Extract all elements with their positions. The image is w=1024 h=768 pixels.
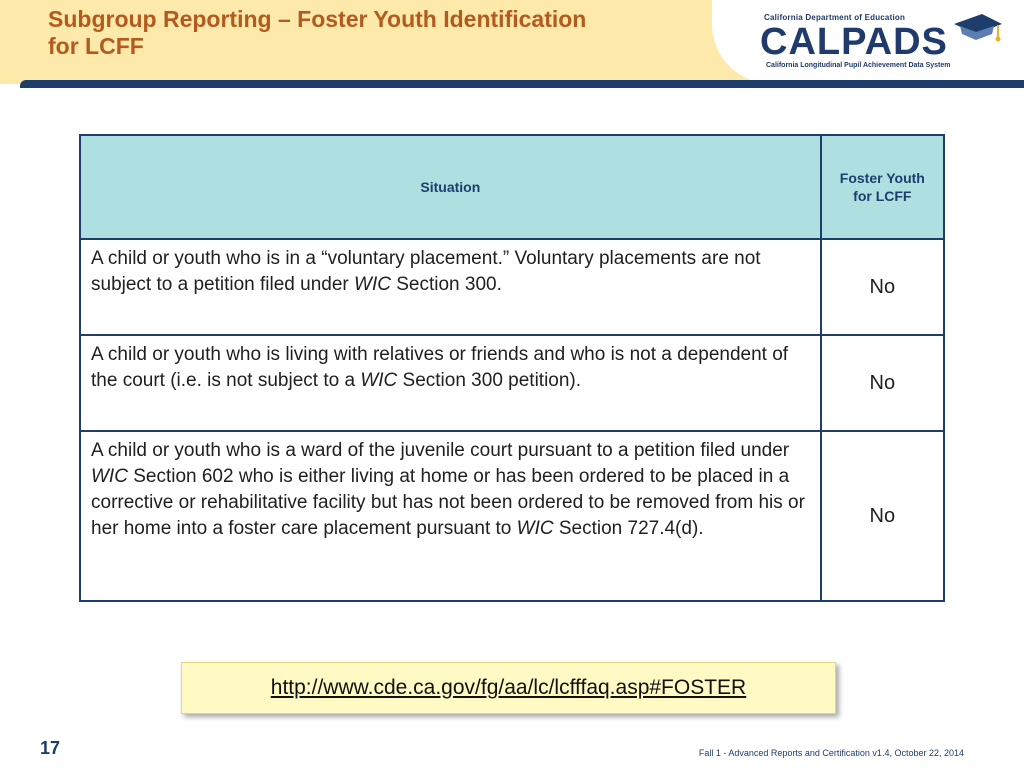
situation-text: Section 300 petition). bbox=[397, 370, 582, 391]
situation-text: Section 727.4(d). bbox=[553, 518, 704, 539]
faq-link-box bbox=[181, 662, 836, 714]
situation-text: A child or youth who is in a “voluntary placement.” Voluntary placements are not subject to a petition filed under bbox=[91, 248, 761, 295]
situation-cell bbox=[80, 335, 821, 431]
wic-term: WIC bbox=[91, 466, 128, 487]
logo-subtitle: California Longitudinal Pupil Achievement Data System bbox=[766, 62, 951, 69]
foster-youth-table bbox=[79, 134, 945, 602]
page-title bbox=[48, 6, 708, 60]
faq-link[interactable]: http://www.cde.ca.gov/fg/aa/lc/lcfffaq.asp#FOSTER bbox=[270, 676, 747, 699]
column-header-situation: Situation bbox=[80, 135, 821, 239]
page-title-line2: for LCFF bbox=[48, 33, 144, 59]
graduation-cap-icon bbox=[952, 12, 1004, 46]
situation-text: Section 300. bbox=[390, 274, 502, 295]
logo-department: California Department of Education bbox=[764, 13, 906, 22]
situation-text: A child or youth who is a ward of the juvenile court pursuant to a petition filed under bbox=[91, 440, 790, 461]
column-header-foster-line2: for LCFF bbox=[853, 188, 912, 204]
wic-term: WIC bbox=[354, 274, 391, 295]
wic-term: WIC bbox=[360, 370, 398, 391]
column-header-foster-youth bbox=[821, 135, 944, 239]
answer-cell: No bbox=[821, 335, 944, 431]
footer-note: Fall 1 - Advanced Reports and Certification v1.4, October 22, 2014 bbox=[698, 748, 964, 758]
situation-text: Section 602 who is either living at home or has been ordered to be placed in a corrective or rehabilitative facility but has not been ordered to be removed from his or her home into a foster care placement pursuant to bbox=[91, 466, 805, 539]
table-header-row bbox=[80, 135, 944, 239]
situation-text: A child or youth who is living with relatives or friends and who is not a dependent of the court (i.e. is not subject to a bbox=[91, 344, 789, 391]
answer-cell: No bbox=[821, 431, 944, 601]
answer-cell: No bbox=[821, 239, 944, 335]
page-number: 17 bbox=[40, 738, 61, 758]
situation-cell bbox=[80, 239, 821, 335]
logo-name: CALPADS bbox=[760, 21, 948, 63]
header-divider bbox=[20, 80, 1024, 88]
page-title-line1: Subgroup Reporting – Foster Youth Identification bbox=[48, 6, 587, 32]
column-header-foster-line1: Foster Youth bbox=[839, 170, 925, 186]
table-row bbox=[80, 431, 944, 601]
situation-cell bbox=[80, 431, 821, 601]
table-row bbox=[80, 335, 944, 431]
calpads-logo bbox=[712, 0, 1024, 84]
table-row bbox=[80, 239, 944, 335]
wic-term: WIC bbox=[516, 518, 554, 539]
